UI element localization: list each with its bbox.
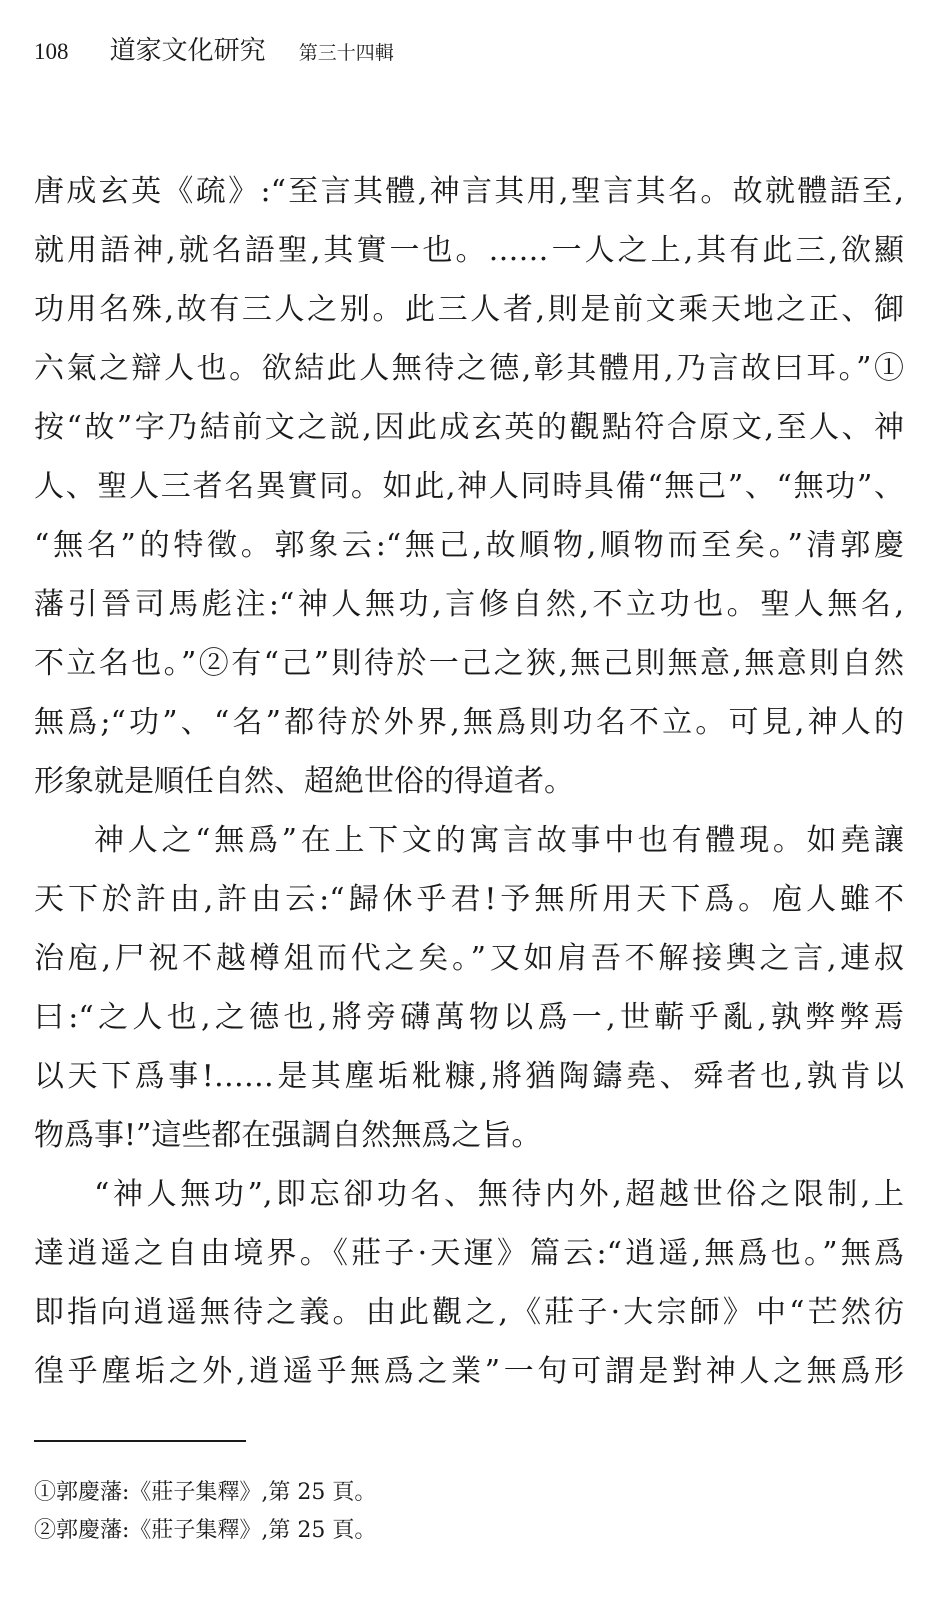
text-line: 徨乎塵垢之外,逍遥乎無爲之業”一句可謂是對神人之無爲形 — [34, 1354, 904, 1389]
page-number: 108 — [34, 39, 69, 64]
text-line: 唐成玄英《疏》:“至言其體,神言其用,聖言其名。故就體語至, — [34, 174, 904, 209]
text-line: 不立名也。”②有“己”則待於一己之狹,無己則無意,無意則自然 — [34, 646, 904, 681]
text-line: 無爲;“功”、“名”都待於外界,無爲則功名不立。可見,神人的 — [34, 705, 904, 740]
journal-title: 道家文化研究 — [109, 36, 266, 66]
footnote-divider — [34, 1440, 246, 1442]
text-line: 達逍遥之自由境界。《莊子·天運》篇云:“逍遥,無爲也。”無爲 — [34, 1236, 904, 1271]
paragraph-first-line: 神人之“無爲”在上下文的寓言故事中也有體現。如堯讓 — [94, 823, 904, 858]
text-line: 即指向逍遥無待之義。由此觀之,《莊子·大宗師》中“芒然彷 — [34, 1295, 904, 1330]
text-line: 六氣之辯人也。欲結此人無待之德,彰其體用,乃言故曰耳。”① — [34, 351, 904, 386]
text-line: 物爲事!”這些都在强調自然無爲之旨。 — [34, 1118, 542, 1153]
issue-label: 第三十四輯 — [298, 42, 394, 64]
text-line: 就用語神,就名語聖,其實一也。……一人之上,其有此三,欲顯 — [34, 233, 904, 268]
running-header — [34, 30, 394, 70]
text-line: 人、聖人三者名異實同。如此,神人同時具備“無己”、“無功”、 — [34, 469, 904, 504]
text-line: 以天下爲事!……是其塵垢粃糠,將猶陶鑄堯、舜者也,孰肯以 — [34, 1059, 904, 1094]
text-line: 藩引晉司馬彪注:“神人無功,言修自然,不立功也。聖人無名, — [34, 587, 904, 622]
body-text — [34, 162, 904, 1401]
footnote-1: ①郭慶藩:《莊子集釋》,第 25 頁。 — [34, 1480, 377, 1505]
text-line: 形象就是順任自然、超絶世俗的得道者。 — [34, 764, 574, 799]
footnotes — [34, 1474, 376, 1550]
text-line: 治庖,尸祝不越樽俎而代之矣。”又如肩吾不解接輿之言,連叔 — [34, 941, 904, 976]
footnote-2: ②郭慶藩:《莊子集釋》,第 25 頁。 — [34, 1518, 377, 1543]
text-line: 功用名殊,故有三人之别。此三人者,則是前文乘天地之正、御 — [34, 292, 904, 327]
text-line: 曰:“之人也,之德也,將旁礴萬物以爲一,世蘄乎亂,孰弊弊焉 — [34, 1000, 904, 1035]
text-line: 天下於許由,許由云:“歸休乎君!予無所用天下爲。庖人雖不 — [34, 882, 904, 917]
text-line: 按“故”字乃結前文之説,因此成玄英的觀點符合原文,至人、神 — [34, 410, 904, 445]
text-line: “無名”的特徵。郭象云:“無己,故順物,順物而至矣。”清郭慶 — [34, 528, 904, 563]
paragraph-first-line: “神人無功”,即忘卻功名、無待内外,超越世俗之限制,上 — [94, 1177, 904, 1212]
